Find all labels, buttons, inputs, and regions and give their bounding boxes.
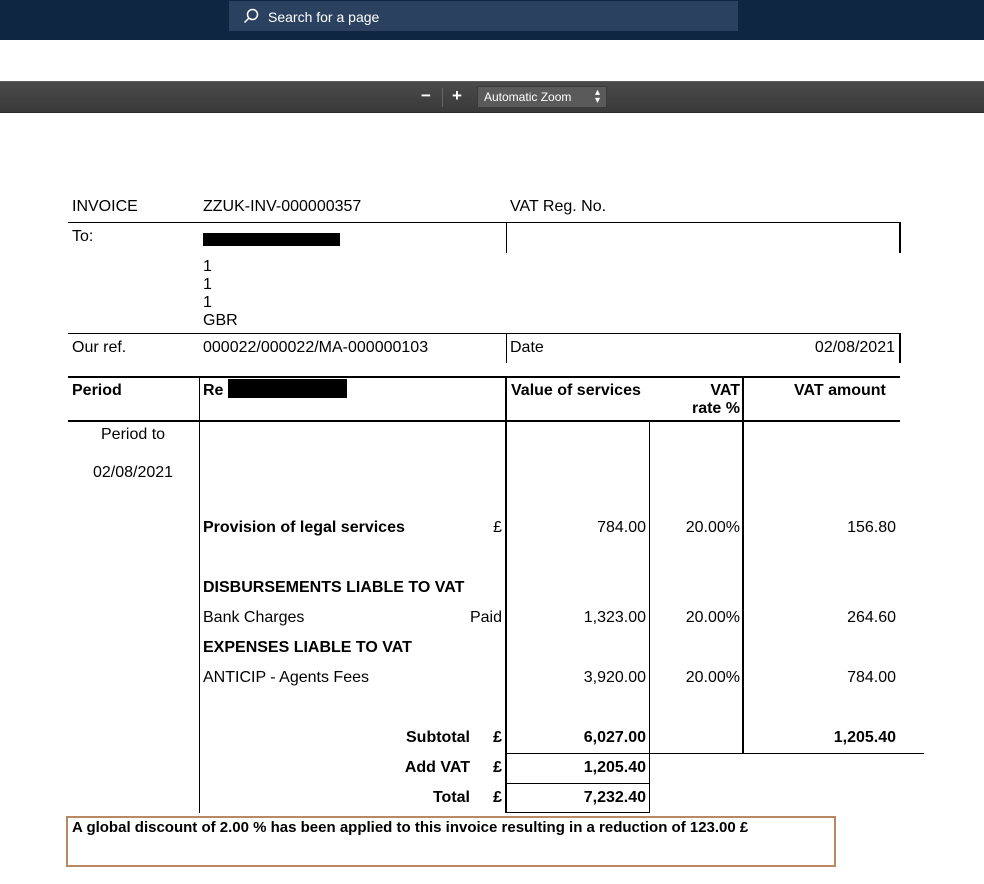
line-item-desc: Provision of legal services [203, 519, 405, 536]
zoom-in-button[interactable]: + [452, 86, 462, 105]
column-line [505, 377, 507, 813]
period-to-label: Period to [101, 426, 166, 443]
total-label: Total [432, 789, 470, 806]
divider [68, 222, 900, 223]
total-line [506, 812, 650, 813]
line-item-currency: Paid [469, 609, 502, 626]
total-currency: £ [493, 789, 502, 806]
header-vat-amount: VAT amount [794, 382, 886, 399]
line-item-currency: £ [493, 519, 502, 536]
total-value: 7,232.40 [583, 789, 646, 806]
line-item-rate: 20.00% [685, 519, 740, 536]
discount-note: A global discount of 2.00 % has been applied to this invoice resulting in a reduction of 123.00 £ [72, 819, 749, 836]
search-icon [243, 8, 259, 24]
header-period: Period [72, 382, 122, 399]
toolbar-separator [442, 88, 443, 107]
header-re: Re [203, 382, 224, 399]
address-line: 1 [203, 294, 212, 311]
line-item-rate: 20.00% [685, 609, 740, 626]
add-vat-line [506, 783, 650, 784]
line-item-vat: 156.80 [847, 519, 896, 536]
line-item-desc: Bank Charges [203, 609, 305, 626]
line-item-vat: 784.00 [847, 669, 896, 686]
column-line [742, 377, 744, 754]
line-item-value: 1,323.00 [583, 609, 646, 626]
line-item-value: 3,920.00 [583, 669, 646, 686]
period-to-date: 02/08/2021 [93, 464, 174, 481]
column-line [649, 420, 650, 813]
subtotal-label: Subtotal [406, 729, 470, 746]
divider [899, 222, 901, 253]
divider [899, 333, 901, 363]
line-item-rate: 20.00% [685, 669, 740, 686]
section-heading: DISBURSEMENTS LIABLE TO VAT [203, 579, 465, 596]
chevron-updown-icon: ▴ ▾ [594, 87, 600, 106]
zoom-select[interactable] [477, 86, 607, 108]
section-heading: EXPENSES LIABLE TO VAT [203, 639, 412, 656]
invoice-date: 02/08/2021 [814, 339, 895, 356]
subtotal-line [506, 753, 924, 754]
redaction-bar [228, 379, 347, 398]
address [203, 258, 238, 330]
zoom-select-label: Automatic Zoom [484, 90, 572, 104]
redaction-bar [203, 233, 340, 246]
discount-note-box [66, 816, 836, 867]
subtotal-currency: £ [493, 729, 502, 746]
line-item-value: 784.00 [597, 519, 646, 536]
add-vat-label: Add VAT [404, 759, 470, 776]
subtotal-value: 6,027.00 [583, 729, 646, 746]
line-item-vat: 264.60 [847, 609, 896, 626]
add-vat-value: 1,205.40 [583, 759, 646, 776]
table-top-line [68, 376, 900, 378]
our-ref-value: 000022/000022/MA-000000103 [203, 339, 429, 356]
address-line: GBR [203, 312, 238, 329]
search-placeholder: Search for a page [268, 9, 380, 25]
header-vat-rate [660, 382, 740, 418]
pdf-toolbar [0, 81, 984, 113]
divider [506, 333, 507, 363]
add-vat-currency: £ [493, 759, 502, 776]
vat-reg-label: VAT Reg. No. [510, 198, 607, 215]
line-item-desc: ANTICIP - Agents Fees [203, 669, 369, 686]
header-vat-rate-line2: rate % [691, 400, 740, 417]
column-line [199, 377, 200, 813]
search-box[interactable] [229, 1, 738, 31]
invoice-label: INVOICE [72, 198, 138, 215]
divider [506, 222, 507, 253]
invoice-number: ZZUK-INV-000000357 [203, 198, 362, 215]
to-label: To: [72, 228, 94, 245]
our-ref-label: Our ref. [72, 339, 127, 356]
divider [68, 333, 900, 334]
address-line: 1 [203, 258, 212, 275]
subtotal-vat: 1,205.40 [833, 729, 896, 746]
table-header-line [68, 420, 900, 422]
header-vat-rate-line1: VAT [710, 382, 740, 399]
address-line: 1 [203, 276, 212, 293]
date-label: Date [510, 339, 544, 356]
zoom-out-button[interactable]: − [421, 86, 431, 105]
header-value: Value of services [511, 382, 641, 399]
